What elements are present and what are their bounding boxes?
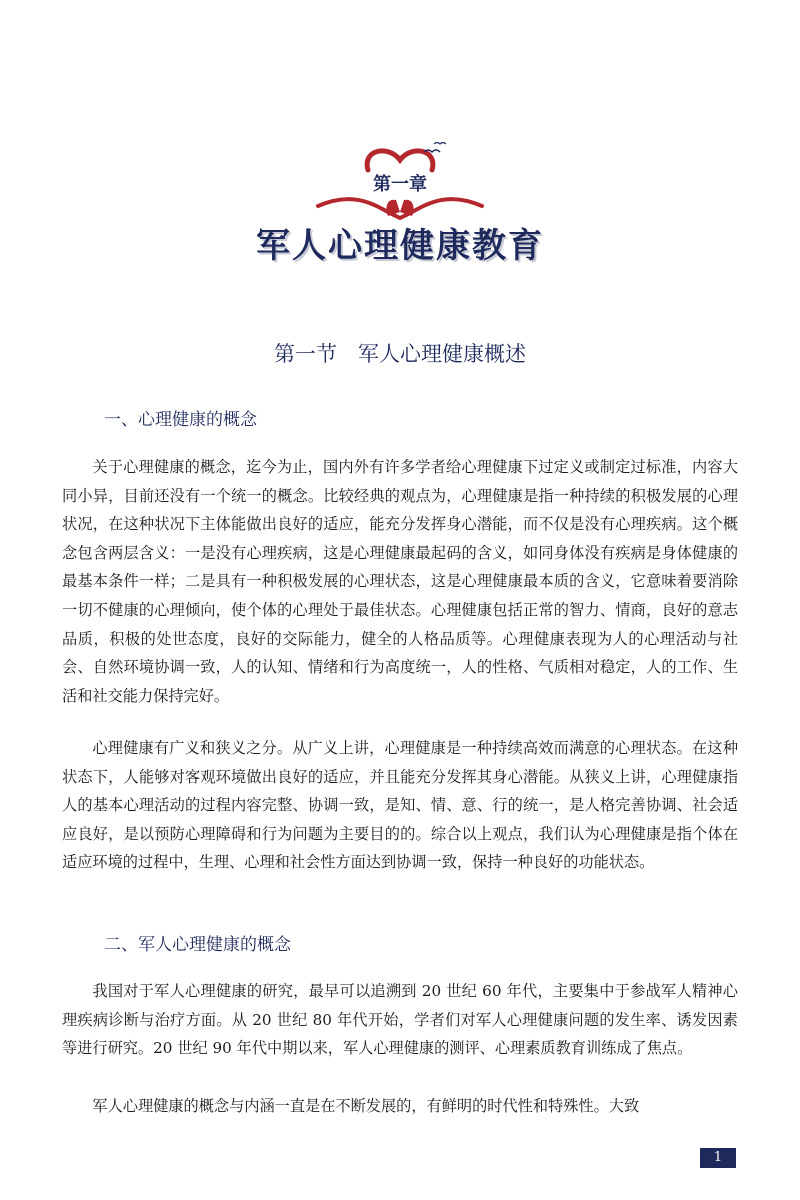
paragraph: 军人心理健康的概念与内涵一直是在不断发展的，有鲜明的时代性和特殊性。大致 xyxy=(92,1097,640,1115)
subheading-military-mental-health-concept: 二、军人心理健康的概念 xyxy=(104,935,291,955)
paragraph: 心理健康有广义和狭义之分。从广义上讲，心理健康是一种持续高效而满意的心理状态。在这种状态下，人能够对客观环境做出良好的适应，并且能充分发挥其身心潜能。从狭义上讲，心理健康指人的基本心理活动的过程内容完整、协调一致，是知、情、意、行的统一，是人格完善协调、社会适应良好，是以预防心理障碍和行为问题为主要目的的。综合以上观点，我们认为心理健康是指个体在适应环境的过程中，生理、心理和社会性方面达到协调一致，保持一种良好的功能状态。 xyxy=(62,739,738,872)
section-title: 第一节 军人心理健康概述 xyxy=(274,342,526,366)
chapter-emblem xyxy=(300,140,500,220)
subheading-mental-health-concept: 一、心理健康的概念 xyxy=(104,410,257,430)
chapter-title: 军人心理健康教育 xyxy=(256,226,544,266)
paragraph: 关于心理健康的概念，迄今为止，国内外有许多学者给心理健康下过定义或制定过标准，内容大同小异，目前还没有一个统一的概念。比较经典的观点为，心理健康是指一种持续的积极发展的心理状况，在这种状况下主体能做出良好的适应，能充分发挥身心潜能，而不仅是没有心理疾病。这个概念包含两层含义：一是没有心理疾病，这是心理健康最起码的含义，如同身体没有疾病是身体健康的最基本条件一样；二是具有一种积极发展的心理状态，这是心理健康最本质的含义，它意味着要消除一切不健康的心理倾向，使个体的心理处于最佳状态。心理健康包括正常的智力、情商，良好的意志品质，积极的处世态度，良好的交际能力，健全的人格品质等。心理健康表现为人的心理活动与社会、自然环境协调一致，人的认知、情绪和行为高度统一，人的性格、气质相对稳定，人的工作、生活和社交能力保持完好。 xyxy=(62,458,738,705)
page-number: 1 xyxy=(700,1148,736,1168)
paragraph: 我国对于军人心理健康的研究，最早可以追溯到 20 世纪 60 年代，主要集中于参战军人精神心理疾病诊断与治疗方面。从 20 世纪 80 年代开始，学者们对军人心理健康问题的发生率、诱发因素等进行研究。20 世纪 90 年代中期以来，军人心理健康的测评、心理素质教育训练成了焦点。 xyxy=(62,982,738,1058)
chapter-label: 第一章 xyxy=(373,174,427,195)
